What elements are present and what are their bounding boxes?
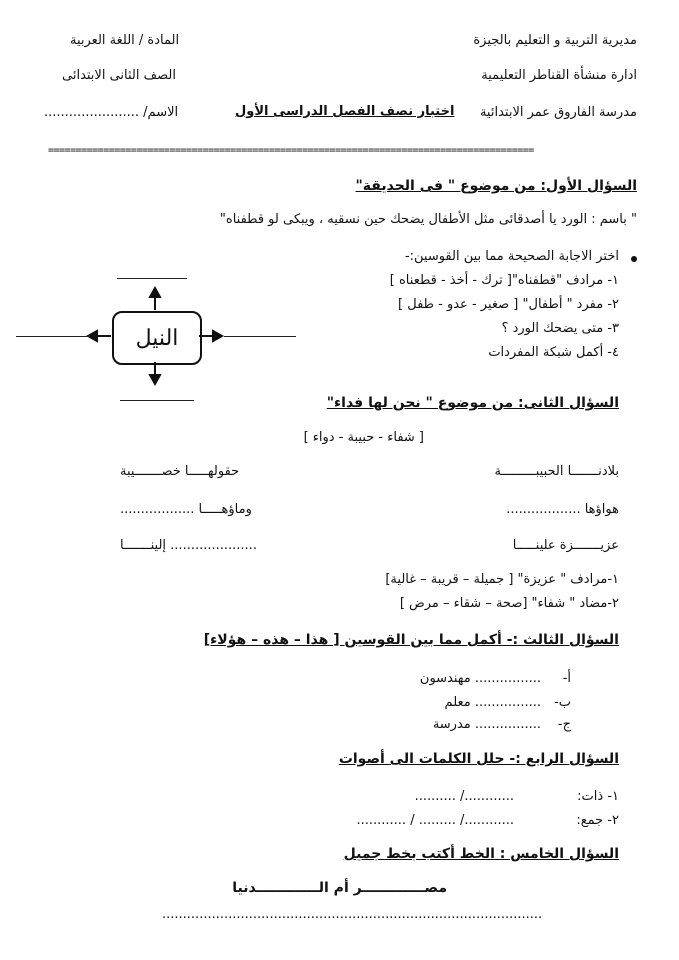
question2-item1: ١-مرادف " عزيزة" [ جميلة – قريبة – غالية]	[385, 572, 619, 587]
administration-text: ادارة منشأة القناطر التعليمية	[481, 68, 637, 83]
option-b-label: ب-	[554, 695, 571, 710]
bullet-icon	[631, 256, 637, 262]
question4-item2-label: ٢- جمع:	[576, 813, 619, 828]
question1-title: السؤال الأول: من موضوع " فى الحديقة"	[355, 178, 637, 194]
poem-line2-left[interactable]: وماؤهـــــا ..................	[120, 502, 252, 517]
question4-item1-label: ١- ذات:	[577, 789, 619, 804]
word-bank: [ شفاء - حبيبة - دواء ]	[303, 430, 424, 445]
handwriting-phrase: مصـــــــــــــر أم الـــــــــــــدنيا	[232, 880, 447, 896]
poem-line2-right[interactable]: هواؤها ..................	[506, 502, 619, 517]
word-web-blank-bottom[interactable]	[120, 400, 194, 401]
option-c-label: ج-	[557, 717, 571, 732]
option-c-text[interactable]: ................ مدرسة	[432, 717, 541, 732]
directorate-text: مديرية التربية و التعليم بالجيزة	[473, 33, 637, 48]
exam-title: اختبار نصف الفصل الدراسى الأول	[235, 104, 455, 119]
word-web-blank-left[interactable]	[16, 336, 90, 337]
question2-item2: ٢-مضاد " شفاء" [صحة – شقاء – مرض ]	[399, 596, 619, 611]
word-web-blank-top[interactable]	[117, 278, 187, 279]
question1-item2: ٢- مفرد " أطفال" [ صغير - عدو - طفل ]	[398, 297, 619, 312]
question4-item2-blanks[interactable]: ............/ ......... / ............	[356, 813, 514, 828]
option-a-label: أ-	[562, 671, 571, 686]
poem-line3-right: عزيـــــــزة علينـــــا	[512, 538, 619, 553]
poem-line3-left[interactable]: ..................... إلينـــــــا	[120, 538, 257, 553]
word-web-blank-right[interactable]	[224, 336, 296, 337]
subject-text: المادة / اللغة العربية	[70, 33, 180, 48]
school-name: مدرسة الفاروق عمر الابتدائية	[479, 105, 637, 120]
option-a-text[interactable]: ................ مهندسون	[419, 671, 541, 686]
question1-item4: ٤- أكمل شبكة المفردات	[488, 345, 619, 360]
question1-instruction: اختر الاجابة الصحيحة مما بين القوسين:-	[404, 249, 619, 264]
question5-title: السؤال الخامس : الخط أكتب بخط جميل	[343, 846, 619, 862]
question3-title: السؤال الثالث :- أكمل مما بين القوسين [ هذا – هذه – هؤلاء]	[203, 632, 619, 648]
option-b-text[interactable]: ................ معلم	[444, 695, 541, 710]
grade-text: الصف الثانى الابتدائى	[62, 68, 176, 83]
question1-item1: ١- مرادف "قطفناه"[ ترك - أخذ - قطعناه ]	[389, 273, 619, 288]
question1-item3: ٣- متى يضحك الورد ؟	[501, 321, 619, 336]
poem-line1-left: حقولهـــــا خصـــــــيبة	[120, 464, 240, 479]
poem-line1-right: بلادنـــــــا الحبيبـــــــــة	[494, 464, 619, 479]
student-name-field[interactable]: الاسم/ .......................	[44, 105, 179, 120]
question4-item1-blanks[interactable]: ............/ ..........	[414, 789, 514, 804]
question1-passage: " باسم : الورد يا أصدقائى مثل الأطفال يضحك حين نسقيه ، ويبكى لو قطفناه"	[219, 212, 637, 227]
question4-title: السؤال الرابع :- حلل الكلمات الى أصوات	[338, 751, 619, 767]
word-web-arrows	[80, 268, 240, 398]
word-web-center: النيل	[112, 311, 202, 365]
question2-title: السؤال الثانى: من موضوع " نحن لها فداء"	[326, 395, 619, 411]
separator-line: ========================================================================================	[48, 145, 534, 156]
handwriting-line[interactable]: ............................................................................................	[162, 907, 543, 922]
